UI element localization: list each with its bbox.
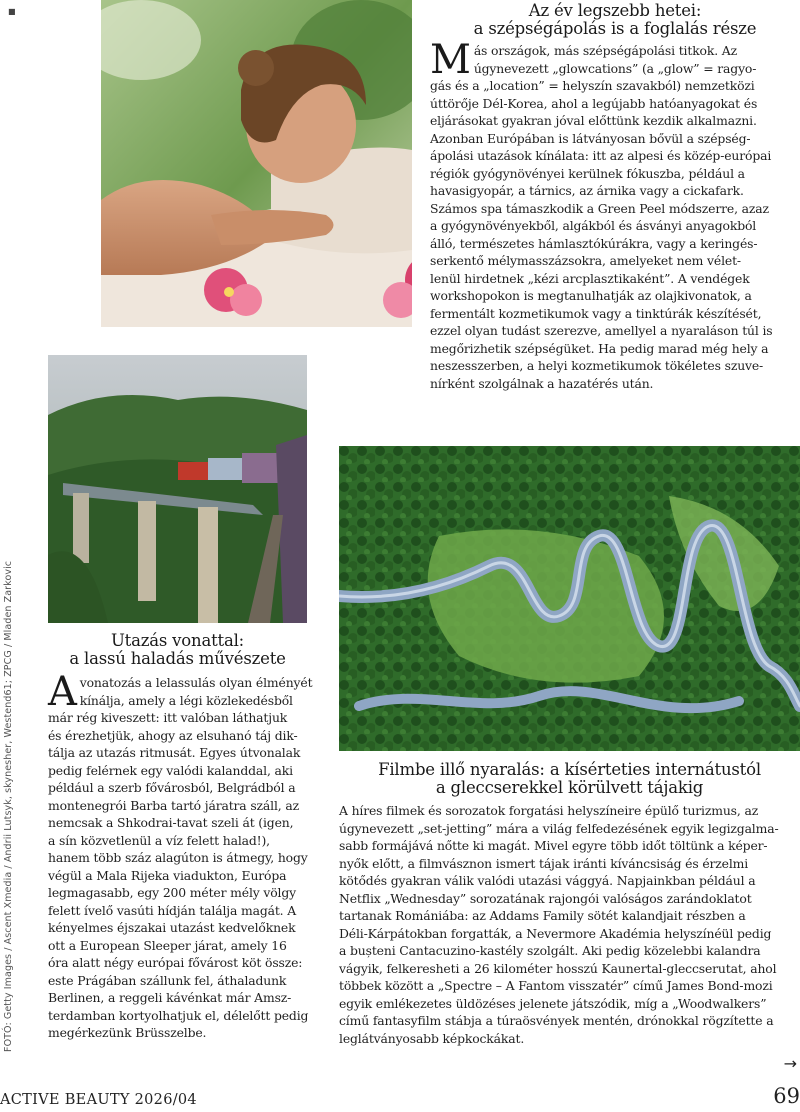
article1-line: lenül hirdetnek „kézi arcplasztikaként”. A vendégek [430,270,750,286]
article2-line: este Prágában szállunk fel, áthaladunk [48,972,287,988]
article2-body [48,669,313,1042]
corner-mark: ■ [8,7,16,16]
article3-line: A híres filmek és sorozatok forgatási helyszíneire épülő turizmus, az [339,803,759,818]
article1-line: úttörője Dél-Korea, ahol a legújabb hatóanyagokat és [430,95,758,111]
article1-line: ápolási utazások kínálata: itt az alpesi és közép-európai [430,148,772,163]
magazine-footer: ACTIVE BEAUTY 2026/04 [0,1092,197,1108]
article2-line: felett ívelő vasúti hídján találja magát. A [48,902,297,918]
article2-line: végül a Mala Rijeka viadukton, Európa [48,867,287,883]
article2-line: és érezhetjük, ahogy az elsuhanó táj dik- [48,727,298,743]
train-viaduct-photo [48,355,307,623]
article2-line: kínálja, amely a légi közlekedésből [79,692,293,708]
article2-line: vonatozás a lelassulás olyan élményét [79,675,313,690]
article3-line: leglátványosabb képkockákat. [339,1030,525,1046]
article2-title [48,632,307,668]
article2-line: a sín közvetlenül a víz felett halad!), [48,832,270,848]
article3-line: úgynevezett „set-jetting” mára a világ felfedezésének egyik legizgalma- [339,820,779,836]
article2-line: például a szerb fővárosból, Belgrádból a [48,780,296,795]
article1-title-line: a szépségápolás is a foglalás része [473,19,757,38]
article1-line: havasigyopár, a tárnics, az árnika vagy a cickafark. [430,183,744,198]
article2-line: pedig felérnek egy valódi kalanddal, aki [48,762,293,778]
article3-line: kötődés gyakran válik valódi utazási vággyá. Napjainkban például a [339,873,756,888]
article2-line: terdamban kortyolhatjuk el, délelőtt pedig [48,1007,309,1023]
photo-credit: FOTÓ: Getty Images / Ascent Xmedia / Andrii Lutsyk, skynesher, Westend61; ZPCG / Mladen Zarkovic [3,560,14,1052]
article1-dropcap: M [430,37,471,83]
article1-line: álló, természetes hámlasztókúrákra, vagy a keringés- [430,235,758,251]
article1-line: fermentált kozmetikumok vagy a tinktúrák készítését, [430,305,762,321]
article2-line: már rég kiveszett: itt valóban láthatjuk [48,710,288,725]
article3-line: című fantasyfilm stábja a túraösvények mentén, drónokkal rögzítette a [339,1013,774,1028]
article3-line: a bușteni Cantacuzino-kastély szolgált. Aki pedig közelebbi kalandra [339,943,761,958]
article1-body [430,37,800,392]
article2-title-line: a lassú haladás művészete [69,649,286,668]
next-page-arrow-icon: → [783,1054,797,1073]
article1-line: úgynevezett „glowcations” (a „glow” = ragyo- [473,60,757,76]
article2-dropcap: A [48,669,77,715]
page-number: 69 [773,1084,800,1108]
article1-line: Számos spa támaszkodik a Green Peel módszerre, azaz [430,200,769,216]
article1-line: Azonban Európában is látványosan bővül a szépség- [430,130,751,146]
article1-line: ás országok, más szépségápolási titkok. Az [473,43,737,58]
article2-line: legmagasabb, egy 200 méter mély völgy [48,885,297,900]
article1-line: neszesszerben, a helyi kozmetikumok tökéletes szuve- [430,358,764,373]
article1-title [430,2,800,38]
article1-line: ezzel olyan tudást szerezve, amellyel a nyaraláson túl is [430,323,773,338]
winding-road-photo [339,446,800,751]
spa-woman-photo [101,0,412,327]
article2-line: kényelmes éjszakai utazást kedvelőknek [48,920,296,935]
article3-line: sabb formájává nőtte ki magát. Mivel egyre több időt töltünk a képer- [339,838,768,853]
article3-title-line: Filmbe illő nyaralás: a kísérteties internátustól [378,760,761,779]
article3-line: tartanak Romániába: az Addams Family sötét kalandjait részben a [339,908,746,923]
article1-line: nírként szolgálnak a hazatérés után. [430,375,654,391]
article2-line: Berlinen, a reggeli kávénkat már Amsz- [48,990,292,1005]
article2-line: ott a European Sleeper járat, amely 16 [48,937,287,953]
article1-line: workshopokon is megtanulhatják az olajkivonatok, a [430,288,752,303]
article3-title [339,761,800,797]
article3-line: Netflix „Wednesday” sorozatának rajongói valóságos zarándoklatot [339,890,752,906]
article2-line: óra alatt négy európai fővárost köt össze: [48,955,303,970]
article3-line: többek között a „Spectre – A Fantom visszatér” című James Bond-mozi [339,978,773,993]
article2-line: montenegrói Barba tartó járatra száll, az [48,797,299,813]
article3-line: nyők előtt, a filmvásznon ismert tájak iránti kíváncsiság és érzelmi [339,855,749,871]
article1-line: serkentő mélymasszázsokra, amelyeket nem vélet- [430,253,741,268]
article3-title-line: a gleccserekkel körülvett tájakig [435,778,704,797]
article3-line: egyik emlékezetes üldözéses jelenete játszódik, míg a „Woodwalkers” [339,995,767,1011]
article2-line: hanem több száz alagúton is átmegy, hogy [48,850,308,865]
article3-body [339,802,800,1047]
article2-title-line: Utazás vonattal: [110,631,245,650]
article1-line: megőrizhetik szépségüket. Ha pedig marad még hely a [430,340,769,356]
article1-line: a gyógynövényekből, algákból és ásványi anyagokból [430,218,757,233]
article1-line: régiók gyógynövényei kerülnek fókuszba, például a [430,165,745,181]
article1-line: gás és a „location” = helyszín szavakból) nemzetközi [430,78,755,93]
article1-title-line: Az év legszebb hetei: [528,1,702,20]
article2-line: nemcsak a Shkodrai-tavat szeli át (igen, [48,815,294,830]
article3-line: Déli-Kárpátokban forgatták, a Nevermore Akadémia helyszínéül pedig [339,925,772,941]
article2-line: megérkezünk Brüsszelbe. [48,1025,207,1040]
article1-line: eljárásokat gyakran jóval előttünk kezdik alkalmazni. [430,113,757,128]
article3-line: vágyik, felkeresheti a 26 kilométer hosszú Kaunertal-gleccserutat, ahol [339,960,777,976]
article2-line: tálja az utazás ritmusát. Egyes útvonalak [48,745,301,760]
